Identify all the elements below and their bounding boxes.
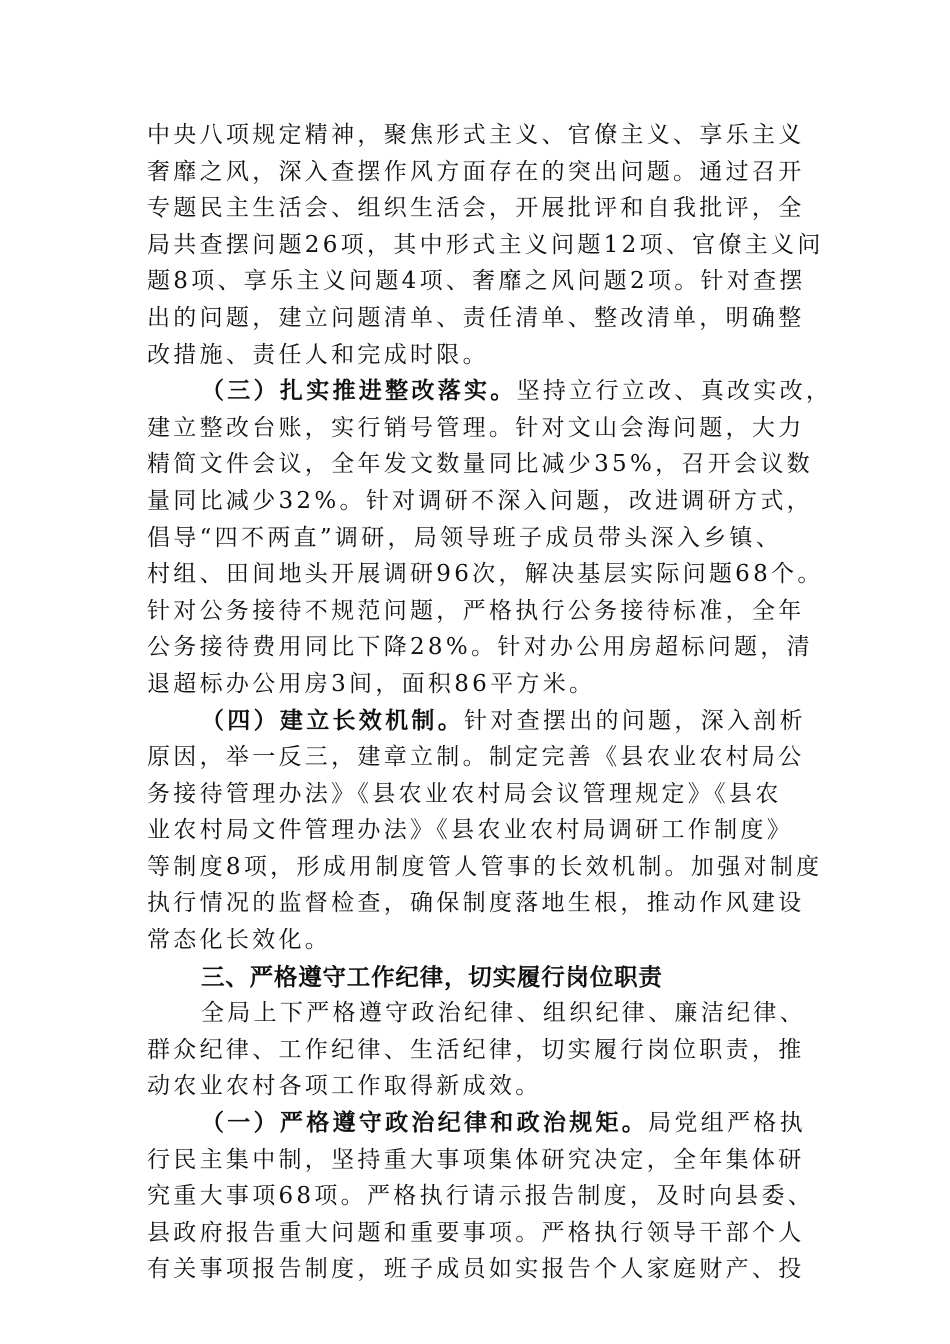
text-line: 改措施、责任人和完成时限。 <box>147 341 489 368</box>
text-line: 务接待管理办法》《县农业农村局会议管理规定》《县农 <box>147 780 782 807</box>
paragraph-mechanism <box>147 703 823 959</box>
text-line: 业农村局文件管理办法》《县农业农村局调研工作制度》 <box>147 817 793 844</box>
text-line: 精简文件会议，全年发文数量同比减少35%，召开会议数 <box>147 451 813 478</box>
text-line: 动农业农村各项工作取得新成效。 <box>147 1073 542 1100</box>
text-line: 有关事项报告制度，班子成员如实报告个人家庭财产、投 <box>147 1256 805 1283</box>
text-line: 出的问题，建立问题清单、责任清单、整改清单，明确整 <box>147 304 805 331</box>
subsection-title: （三）扎实推进整改落实。 <box>201 377 517 405</box>
text-line: 专题民主生活会、组织生活会，开展批评和自我批评，全 <box>147 195 805 222</box>
section-heading: 三、严格遵守工作纪律，切实履行岗位职责 <box>201 962 663 991</box>
text-line: 常态化长效化。 <box>147 927 332 954</box>
text-line: 量同比减少32%。针对调研不深入问题，改进调研方式， <box>147 487 813 514</box>
subsection-title: （四）建立长效机制。 <box>201 706 464 734</box>
document-page <box>147 117 833 1288</box>
paragraph-discipline-intro <box>147 995 807 1105</box>
text-line: 局共查摆问题26项，其中形式主义问题12项、官僚主义问 <box>147 231 824 258</box>
text-line: 全局上下严格遵守政治纪律、组织纪律、廉洁纪律、 <box>201 1000 806 1027</box>
text-line: 县政府报告重大问题和重要事项。严格执行领导干部个人 <box>147 1219 805 1246</box>
text-line: 中央八项规定精神，聚焦形式主义、官僚主义、享乐主义 <box>147 122 805 148</box>
paragraph-rectification <box>147 373 833 702</box>
text-line: 行民主集中制，坚持重大事项集体研究决定，全年集体研 <box>147 1146 805 1173</box>
text-line: 针对公务接待不规范问题，严格执行公务接待标准，全年 <box>147 597 805 624</box>
text-line: 执行情况的监督检查，确保制度落地生根，推动作风建设 <box>147 890 805 917</box>
text-line: 针对查摆出的问题，深入剖析 <box>464 707 806 734</box>
text-line: 等制度8项，形成用制度管人管事的长效机制。加强对制度 <box>147 853 823 880</box>
text-line: 倡导“四不两直”调研，局领导班子成员带头深入乡镇、 <box>147 524 783 551</box>
paragraph-political-discipline <box>147 1105 815 1288</box>
text-line: 公务接待费用同比下降28%。针对办公用房超标问题，清 <box>147 634 813 661</box>
text-line: 村组、田间地头开展调研96次，解决基层实际问题68个。 <box>147 561 824 588</box>
subsection-title: （一）严格遵守政治纪律和政治规矩。 <box>201 1109 649 1137</box>
text-line: 原因，举一反三，建章立制。制定完善《县农业农村局公 <box>147 744 805 771</box>
text-line: 坚持立行立改、真改实改， <box>516 378 833 405</box>
text-line: 题8项、享乐主义问题4项、奢靡之风问题2项。针对查摆 <box>147 268 806 295</box>
text-line: 建立整改台账，实行销号管理。针对文山会海问题，大力 <box>147 414 805 441</box>
text-line: 群众纪律、工作纪律、生活纪律，切实履行岗位职责，推 <box>147 1036 805 1063</box>
text-line: 局党组严格执 <box>648 1110 806 1137</box>
text-line: 奢靡之风，深入查摆作风方面存在的突出问题。通过召开 <box>147 158 805 185</box>
text-line: 究重大事项68项。严格执行请示报告制度，及时向县委、 <box>147 1183 815 1210</box>
text-line: 退超标办公用房3间，面积86平方米。 <box>147 670 596 697</box>
paragraph-inspection <box>147 117 824 373</box>
